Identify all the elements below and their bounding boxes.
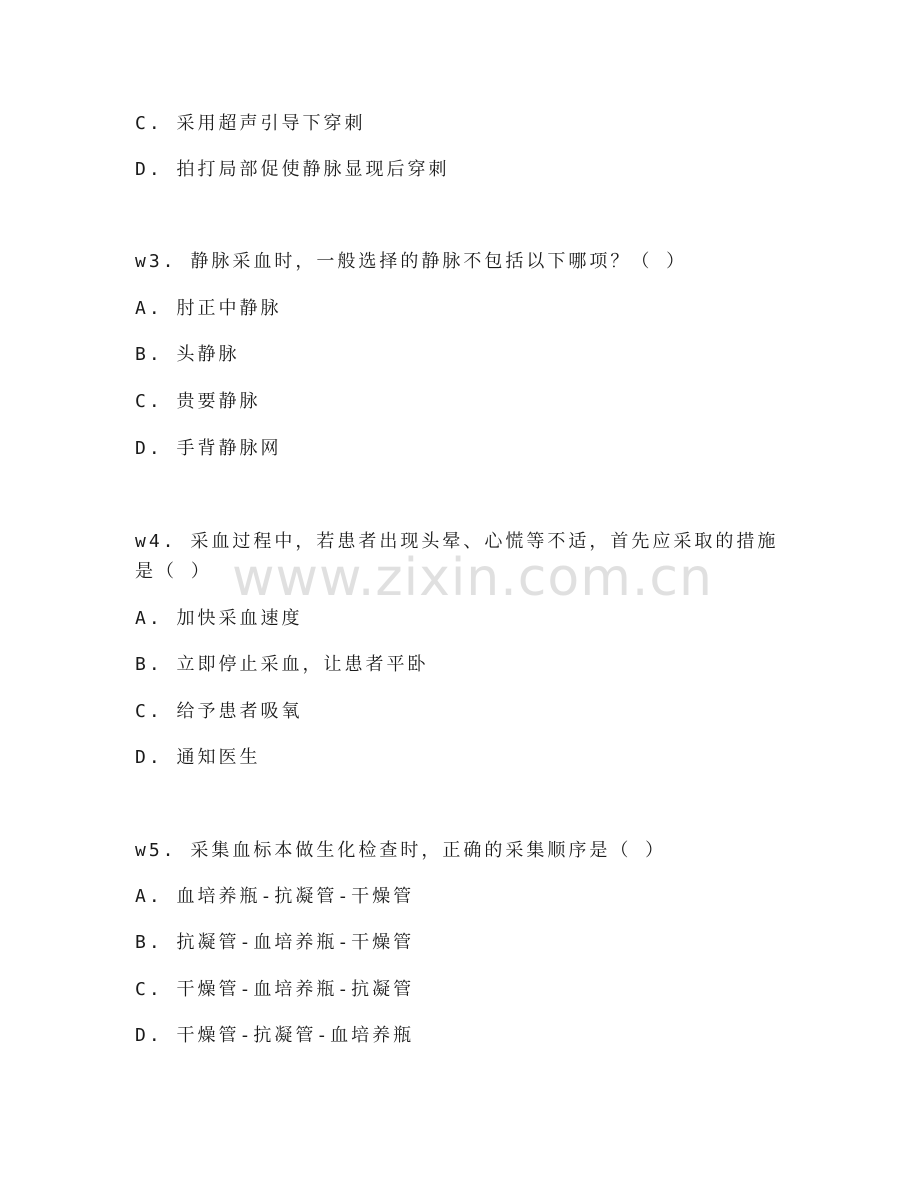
- q5-option-d: D. 干燥管-抗凝管-血培养瓶: [135, 1025, 415, 1046]
- q5-option-b: B. 抗凝管-血培养瓶-干燥管: [135, 932, 415, 953]
- q3-option-a: A. 肘正中静脉: [135, 298, 282, 319]
- q4-option-a: A. 加快采血速度: [135, 608, 303, 629]
- q4-option-d: D. 通知医生: [135, 747, 261, 768]
- q2-option-c: C. 采用超声引导下穿刺: [135, 113, 366, 134]
- q3-option-c: C. 贵要静脉: [135, 391, 261, 412]
- q3-option-b: B. 头静脉: [135, 344, 240, 365]
- q4-stem-line1: w4. 采血过程中，若患者出现头晕、心慌等不适，首先应采取的措施: [135, 531, 779, 552]
- watermark: www.zixin.com.cn: [232, 548, 713, 608]
- q5-stem: w5. 采集血标本做生化检查时，正确的采集顺序是（ ）: [135, 840, 667, 861]
- q3-option-d: D. 手背静脉网: [135, 438, 282, 459]
- q4-stem-line2: 是（ ）: [135, 561, 212, 582]
- q4-option-b: B. 立即停止采血，让患者平卧: [135, 654, 429, 675]
- q3-stem: w3. 静脉采血时，一般选择的静脉不包括以下哪项？（ ）: [135, 251, 688, 272]
- q4-option-c: C. 给予患者吸氧: [135, 701, 303, 722]
- q2-option-d: D. 拍打局部促使静脉显现后穿刺: [135, 159, 450, 180]
- q5-option-a: A. 血培养瓶-抗凝管-干燥管: [135, 886, 415, 907]
- q5-option-c: C. 干燥管-血培养瓶-抗凝管: [135, 979, 415, 1000]
